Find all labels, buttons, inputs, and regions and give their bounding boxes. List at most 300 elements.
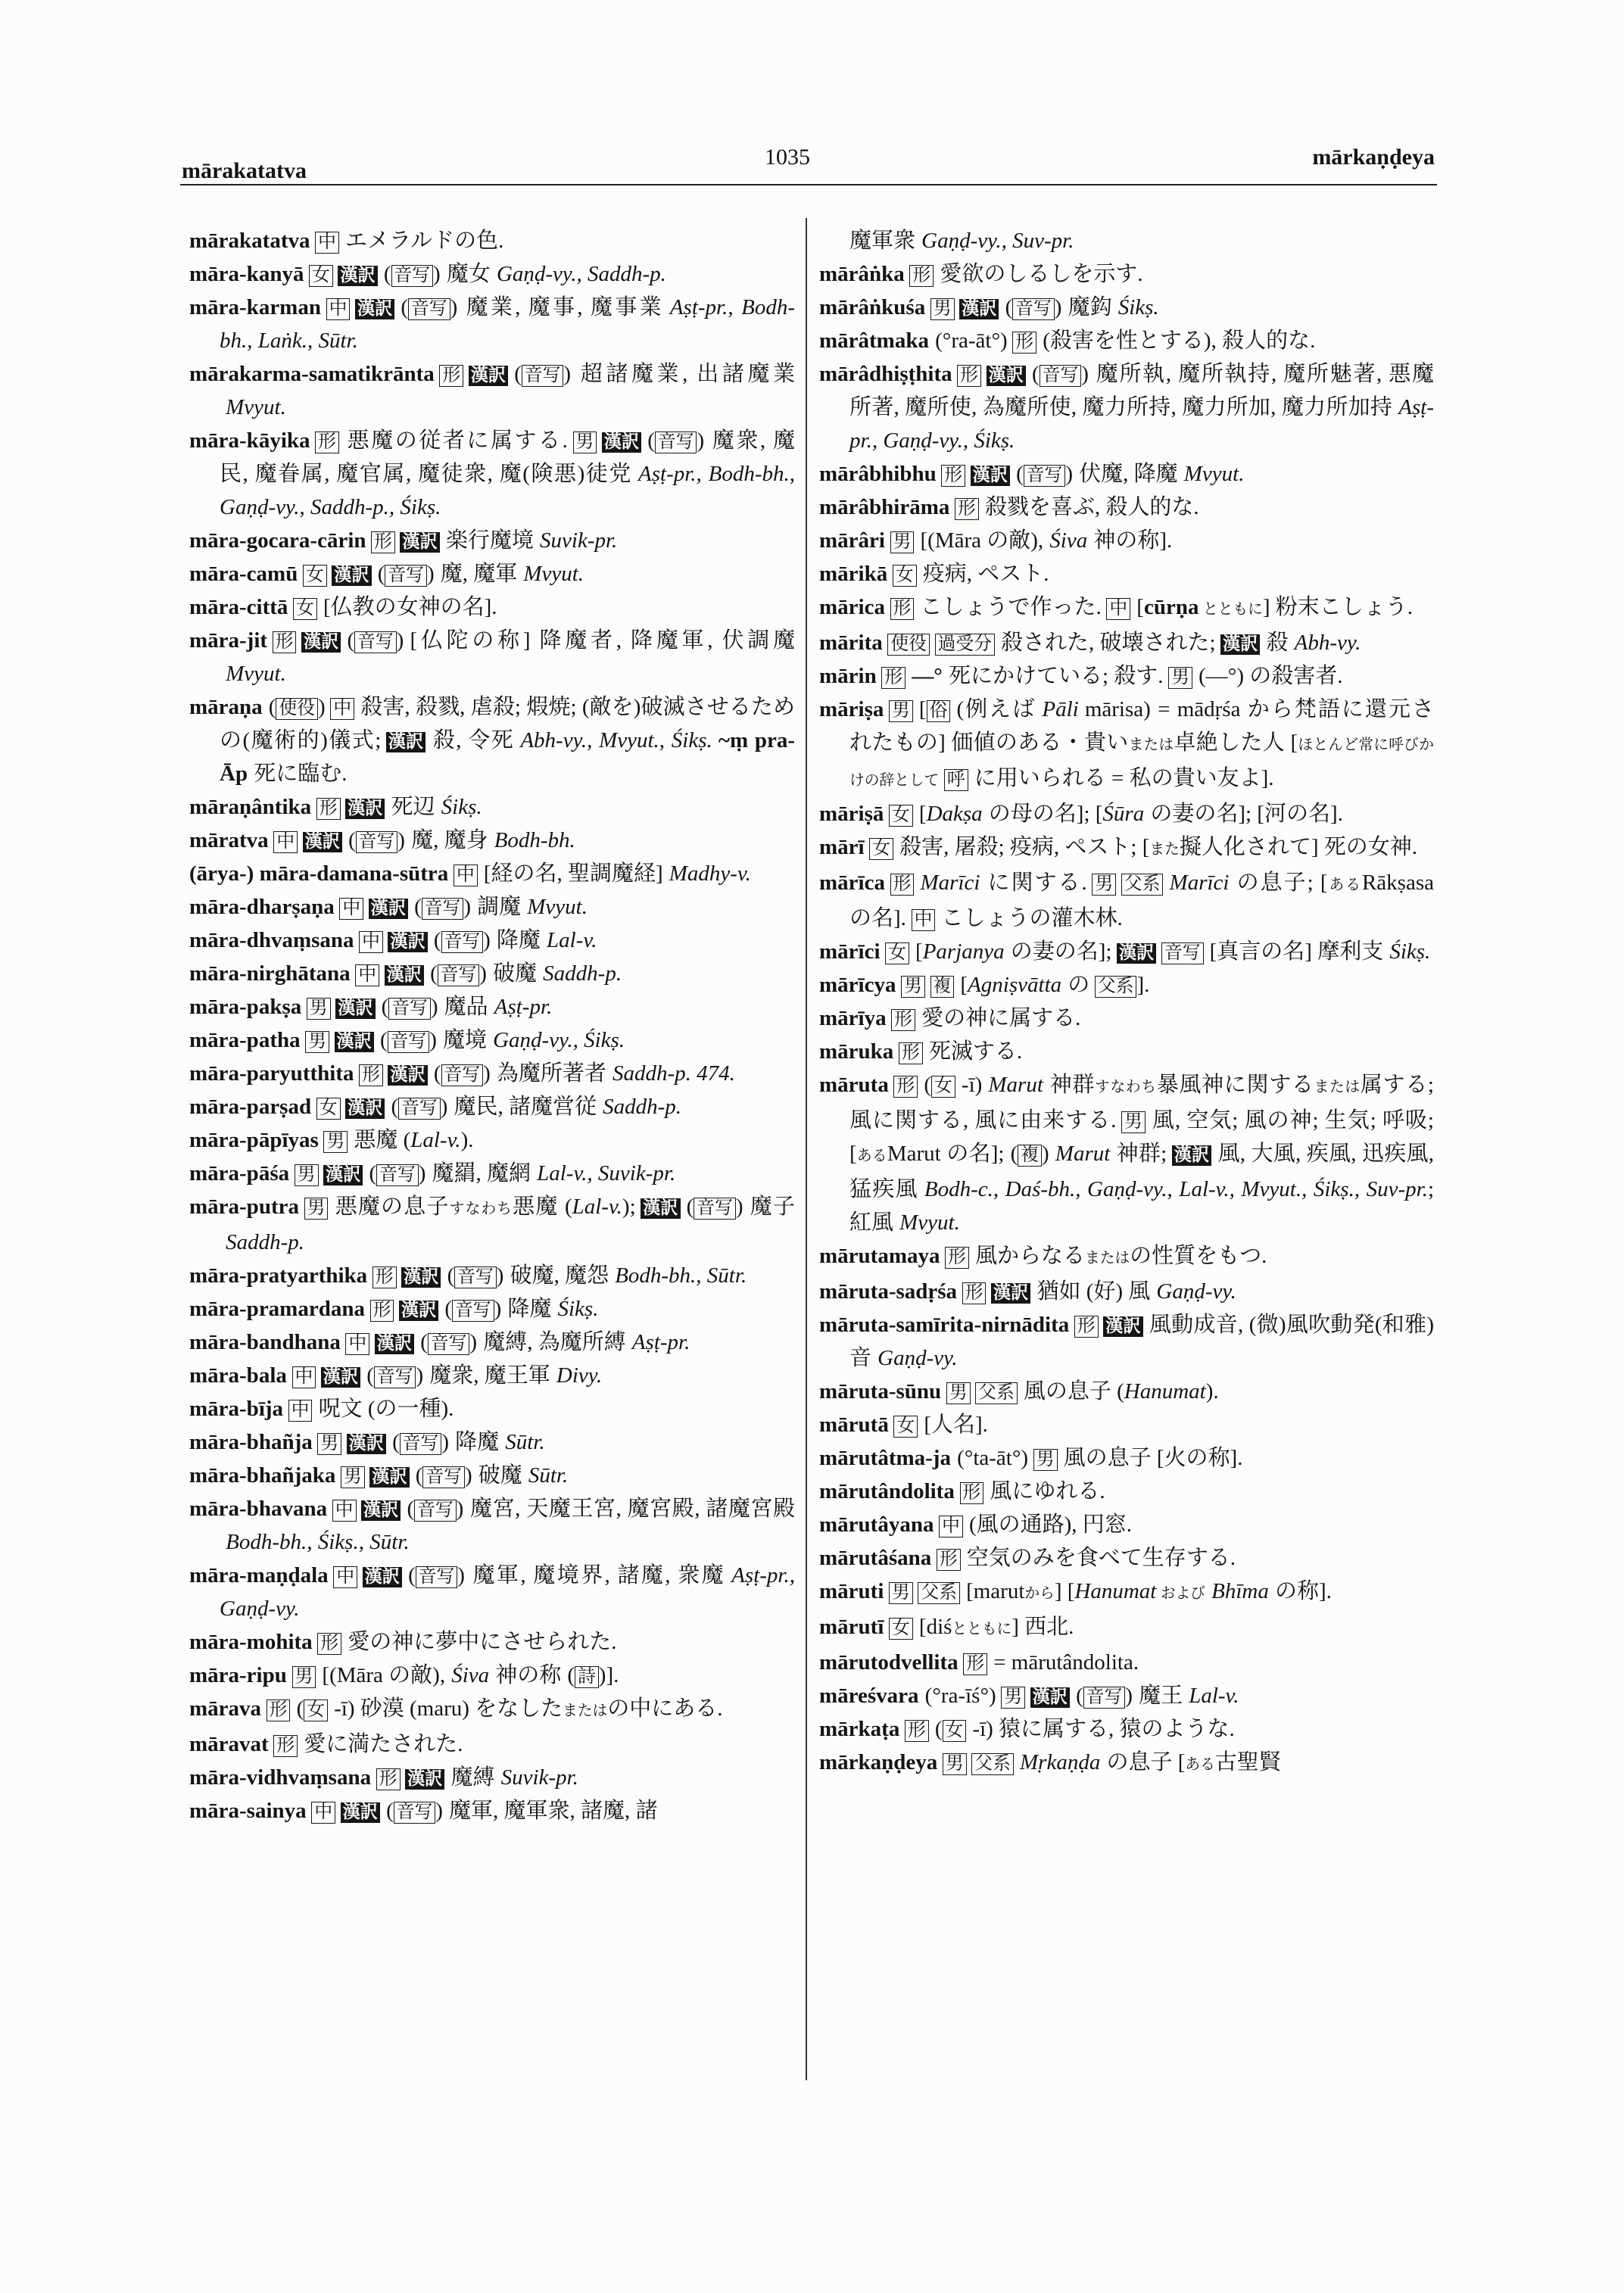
definition-text: 魔民, 諸魔営従 — [454, 1095, 597, 1119]
headword: mārkaṇḍeya — [819, 1750, 938, 1774]
source-citation: Gaṇḍ-vy., Suv-pr. — [921, 229, 1074, 253]
grammar-tag: 男 — [1168, 667, 1192, 689]
definition-text: 魔所執, 魔所執持, 魔所魅著, 悪魔所著, 魔所使, 為魔所使, 魔力所持, 魔力所加, 魔力所加持 — [849, 362, 1434, 419]
translation-tag: 漢訳 — [388, 932, 427, 952]
definition-text: の息子 [ — [1106, 1750, 1186, 1774]
translation-tag: 漢訳 — [405, 1769, 444, 1790]
grammar-tag: 形 — [891, 1009, 915, 1031]
header-last-entry: mārkaṇḍeya — [1312, 145, 1435, 170]
source-citation: Śūra — [1102, 802, 1145, 826]
definition-text: 破魔, 魔怨 — [510, 1263, 609, 1288]
translation-tag: 漢訳 — [1172, 1145, 1211, 1166]
definition-text: 空気のみを食べて生存する. — [966, 1546, 1236, 1570]
grammar-tag-paren — [382, 995, 438, 1019]
translation-tag: 漢訳 — [602, 432, 641, 453]
headword: māra-bīja — [189, 1397, 284, 1421]
grammar-tag-paren — [392, 1430, 449, 1454]
definition-text: [ — [915, 939, 923, 964]
source-citation: Gaṇḍ-vy., Śikṣ. — [493, 1028, 625, 1052]
grammar-tag: 形 — [909, 265, 934, 287]
grammar-tag: 複 — [1018, 1145, 1042, 1167]
small-note: ある — [1327, 877, 1362, 893]
source-citation: Bodh-bh. — [494, 828, 575, 852]
headword: mārâbhibhu — [819, 462, 937, 486]
entry-continuation — [819, 224, 1434, 257]
grammar-tag: 男 — [304, 1198, 329, 1220]
grammar-tag: 男 — [1092, 874, 1116, 896]
grammar-tag-paren — [386, 1799, 443, 1823]
dictionary-entry — [189, 1326, 795, 1359]
grammar-tag: 音写 — [376, 1164, 419, 1186]
dictionary-entry — [819, 968, 1434, 1002]
dictionary-entry — [819, 1441, 1434, 1475]
grammar-tag-paren — [434, 1061, 491, 1086]
grammar-tag: 使役 — [887, 634, 930, 656]
translation-tag: 漢訳 — [399, 1301, 438, 1321]
dictionary-entry — [189, 1190, 795, 1259]
headword: mārita — [819, 631, 883, 655]
grammar-tag: 中 — [939, 1516, 963, 1537]
definition-text: (°ra-īś°) — [924, 1684, 996, 1708]
source-citation: Hanumat — [1124, 1379, 1206, 1404]
headword: māruti — [819, 1579, 884, 1603]
definition-text: 降魔 — [496, 928, 541, 952]
dictionary-entry — [189, 624, 795, 690]
dictionary-entry — [819, 1308, 1434, 1375]
grammar-tag: 音写 — [408, 298, 450, 320]
definition-text: 愛欲のしるしを示す. — [940, 262, 1143, 286]
grammar-tag-paren — [447, 1263, 504, 1288]
grammar-tag: 使役 — [276, 698, 318, 720]
dictionary-entry — [819, 491, 1434, 524]
source-citation: Aṣṭ-pr. — [631, 1330, 690, 1354]
definition-text: -ī) 砂漠 (maru) をなした — [334, 1696, 563, 1721]
bold-term: —° — [912, 664, 943, 688]
headword: māruta-samīrita-nirnādita — [819, 1313, 1070, 1337]
grammar-tag: 男 — [890, 531, 915, 553]
dictionary-entry — [819, 1035, 1434, 1068]
grammar-tag: 男 — [323, 1131, 348, 1153]
source-citation: Suvik-pr. — [540, 528, 618, 553]
headword: māra-bhañjaka — [189, 1463, 336, 1488]
translation-tag: 漢訳 — [386, 732, 425, 752]
headword: māra-paryutthita — [189, 1061, 354, 1086]
source-citation: Gaṇḍ-vy. — [1156, 1279, 1236, 1304]
source-citation: Abh-vy. — [1294, 631, 1361, 655]
source-citation: Gaṇḍ-vy., Saddh-p. — [496, 262, 666, 286]
dictionary-entry — [189, 590, 795, 624]
definition-text: こしょうの灌木林. — [941, 906, 1123, 930]
grammar-tag-paren — [347, 628, 404, 653]
definition-text: ( — [296, 1696, 304, 1721]
grammar-tag: 形 — [376, 1768, 401, 1790]
definition-text: [真言の名] 摩利支 — [1209, 939, 1384, 964]
grammar-tag-paren — [647, 428, 704, 453]
grammar-tag: 男 — [317, 1433, 341, 1455]
headword: māra-putra — [189, 1195, 299, 1219]
source-citation: Śikṣ. — [1389, 939, 1431, 964]
translation-tag: 漢訳 — [991, 1283, 1030, 1304]
source-citation: Abh-vy., Mvyut., Śikṣ. — [520, 728, 712, 752]
source-citation: Marīci — [920, 871, 980, 895]
source-citation: Gaṇḍ-vy. — [877, 1346, 958, 1370]
grammar-tag: 中 — [330, 698, 354, 720]
source-citation: Mvyut. — [527, 895, 588, 919]
headword: māra-gocara-cārin — [189, 528, 366, 553]
grammar-tag: 形 — [372, 1266, 397, 1288]
dictionary-entry — [189, 1023, 795, 1057]
grammar-tag: 音写 — [388, 1031, 430, 1053]
translation-tag: 漢訳 — [987, 366, 1026, 386]
dictionary-entry — [819, 1712, 1434, 1746]
grammar-tag: 形 — [359, 1064, 383, 1086]
headword: māra-ripu — [189, 1663, 287, 1687]
source-citation: Suvik-pr. — [500, 1765, 578, 1790]
grammar-tag: 音写 — [522, 365, 564, 387]
grammar-tag-paren — [1032, 362, 1089, 386]
grammar-tag: 音写 — [388, 998, 431, 1020]
small-note: すなわち — [449, 1201, 513, 1217]
dictionary-entry — [189, 1625, 795, 1659]
small-note: または — [1128, 737, 1174, 753]
translation-tag: 漢訳 — [347, 1434, 386, 1454]
definition-text: 楽行魔境 — [445, 528, 534, 553]
grammar-tag-paren — [401, 295, 457, 319]
dictionary-entry — [819, 457, 1434, 491]
grammar-tag: 男 — [946, 1382, 971, 1404]
definition-text: ). — [460, 1128, 474, 1152]
headword: māra-pramardana — [189, 1297, 365, 1321]
headword: māra-bhavana — [189, 1497, 328, 1521]
grammar-tag: 中 — [454, 865, 478, 886]
definition-text: 降魔 — [507, 1297, 552, 1321]
headword: mārutā — [819, 1413, 889, 1437]
dictionary-entry — [819, 557, 1434, 590]
grammar-tag: 形 — [881, 667, 906, 689]
source-citation: Mṛkaṇḍa — [1020, 1750, 1101, 1774]
grammar-tag: 男 — [1033, 1449, 1058, 1471]
definition-text: 魔女 — [446, 262, 491, 286]
source-citation: Aṣṭ-pr. — [494, 995, 553, 1019]
translation-tag: 漢訳 — [401, 1267, 441, 1288]
dictionary-entry — [819, 524, 1434, 557]
translation-tag: 漢訳 — [959, 299, 999, 319]
grammar-tag: 女 — [293, 598, 317, 620]
dictionary-entry — [189, 1157, 795, 1190]
headword: mārâri — [819, 528, 885, 553]
definition-text: 魔, 魔軍 — [440, 562, 518, 586]
dictionary-entry — [819, 1275, 1434, 1308]
definition-text: = mārutândolita. — [993, 1650, 1139, 1675]
header-rule — [180, 184, 1437, 185]
definition-text: ( — [924, 1073, 932, 1097]
headword: māruta — [819, 1073, 889, 1097]
definition-text: 降魔 — [455, 1430, 500, 1454]
source-citation: Divy. — [556, 1363, 603, 1388]
grammar-tag: 音写 — [422, 1466, 465, 1488]
translation-tag: 漢訳 — [345, 1098, 385, 1119]
dictionary-entry — [819, 1508, 1434, 1541]
grammar-tag: 形 — [1012, 332, 1036, 354]
headword: māra-pāpīyas — [189, 1128, 319, 1152]
grammar-tag: 音写 — [438, 964, 480, 986]
grammar-tag: 音写 — [694, 1198, 736, 1220]
definition-text: 風の息子 [火の称]. — [1063, 1446, 1243, 1470]
dictionary-entry — [189, 1259, 795, 1292]
grammar-tag: 音写 — [356, 831, 398, 853]
grammar-tag: 音写 — [385, 565, 427, 587]
headword: māra-maṇḍala — [189, 1563, 329, 1587]
source-citation: Marut — [988, 1073, 1043, 1097]
source-citation: Lal-v. — [547, 928, 597, 952]
source-citation: Mvyut. — [899, 1210, 960, 1235]
definition-text: 殺害, 屠殺; 疫病, ペスト; [ — [899, 835, 1150, 859]
headword: māruta-sūnu — [819, 1379, 942, 1404]
translation-tag: 漢訳 — [1030, 1687, 1070, 1708]
definition-text: 風の息子 ( — [1023, 1379, 1124, 1404]
grammar-tag: 音写 — [1024, 465, 1066, 487]
dictionary-entry — [819, 1646, 1434, 1679]
definition-text: ]. — [1136, 973, 1150, 997]
definition-text: 風, 空気; 風の神; 生気; 呼吸; [ — [849, 1108, 1434, 1166]
headword: māra-patha — [189, 1028, 301, 1052]
definition-text: [経の名, 聖調魔経] — [483, 861, 663, 886]
small-note: ある — [856, 1148, 887, 1164]
dictionary-entry — [189, 924, 795, 957]
definition-text: 属する; 風に関する, 風に由来する. — [849, 1073, 1434, 1132]
translation-tag: 漢訳 — [332, 565, 371, 586]
dictionary-entry — [189, 557, 795, 590]
definition-text: ). — [1205, 1379, 1219, 1404]
headword: māra-camū — [189, 562, 298, 586]
headword: mārutamaya — [819, 1244, 940, 1268]
translation-tag: 漢訳 — [345, 799, 385, 819]
definition-text: 愛の神に属する. — [921, 1006, 1081, 1030]
grammar-tag: 形 — [273, 631, 297, 653]
grammar-tag: 形 — [905, 1720, 929, 1742]
small-note: または — [1085, 1250, 1130, 1266]
definition-text: 神群; — [1116, 1142, 1167, 1166]
small-note: ほとんど常に呼びかけの辞として — [849, 737, 1434, 789]
headword: māra-pakṣa — [189, 995, 302, 1019]
definition-text: [仏陀の称] 降魔者, 降魔軍, 伏調魔 — [410, 628, 795, 653]
definition-text: 擬人化されて] 死の女神. — [1179, 835, 1417, 859]
definition-text: (°ta-āt°) — [957, 1446, 1029, 1470]
definition-text: の母の名]; [ — [988, 802, 1103, 826]
dictionary-entry — [819, 1375, 1434, 1408]
definition-text: 殺戮を喜ぶ, 殺人的な. — [984, 495, 1199, 519]
definition-text: 為魔所著者 — [496, 1061, 606, 1086]
definition-text: 破魔 — [493, 961, 538, 986]
source-citation: Bhīma — [1211, 1579, 1269, 1603]
headword: māriṣa — [819, 697, 884, 721]
grammar-tag: 形 — [945, 1247, 969, 1269]
grammar-tag: 音写 — [391, 265, 434, 287]
grammar-tag: 形 — [315, 431, 339, 453]
translation-tag: 漢訳 — [363, 1567, 402, 1587]
grammar-tag: 形 — [890, 874, 915, 896]
source-citation: Aṣṭ-pr., Bodh-bh., Gaṇḍ-vy., Saddh-p., Śikṣ. — [220, 462, 795, 519]
grammar-tag-paren — [1005, 295, 1062, 319]
definition-text: の中にある. — [607, 1696, 723, 1721]
translation-tag: 漢訳 — [971, 466, 1010, 486]
grammar-tag: 音写 — [1083, 1687, 1126, 1709]
headword: māra-dhvaṃsana — [189, 928, 354, 952]
headword: māreśvara — [819, 1684, 919, 1708]
grammar-tag: 中 — [315, 232, 339, 254]
definition-text: 呪文 (の一種). — [318, 1397, 454, 1421]
grammar-tag-paren — [687, 1195, 743, 1219]
dictionary-entry — [189, 890, 795, 924]
dictionary-entry — [819, 1610, 1434, 1646]
source-citation: Śiva — [451, 1663, 490, 1687]
definition-text: 殺, 令死 — [432, 728, 515, 752]
definition-text: [diś — [918, 1615, 952, 1639]
headword: mārikā — [819, 562, 888, 586]
definition-text: 愛に満たされた. — [304, 1732, 463, 1756]
dictionary-entry — [819, 659, 1434, 693]
translation-tag: 漢訳 — [1117, 943, 1156, 964]
definition-text: [仏教の女神の名]. — [323, 595, 497, 619]
definition-text: 死に臨む. — [254, 762, 348, 786]
source-citation: Agniṣvātta — [968, 973, 1062, 997]
grammar-tag: 音写 — [1012, 298, 1055, 320]
headword: māra-pratyarthika — [189, 1263, 368, 1288]
dictionary-entry — [189, 1692, 795, 1728]
dictionary-entry — [189, 957, 795, 990]
grammar-tag: 父系 — [971, 1753, 1014, 1775]
translation-tag: 漢訳 — [335, 1032, 374, 1052]
translation-tag: 漢訳 — [1103, 1316, 1142, 1337]
dictionary-entry — [819, 257, 1434, 291]
small-note: または — [563, 1703, 608, 1719]
translation-tag: 漢訳 — [323, 1165, 363, 1185]
definition-text: 殺害, 殺戮, 虐殺; 煆焼; (敵を)破滅させるための(魔術的)儀式; — [220, 695, 795, 752]
source-citation: Mvyut. — [226, 662, 286, 686]
headword: mārutī — [819, 1615, 884, 1639]
grammar-tag: 音写 — [1040, 365, 1082, 387]
dictionary-entry — [189, 1392, 795, 1425]
dictionary-entry — [189, 1090, 795, 1123]
grammar-tag: 男 — [901, 976, 925, 998]
grammar-tag: 俗 — [927, 700, 951, 722]
definition-text: 卓絶した人 [ — [1174, 731, 1298, 755]
grammar-tag: 呼 — [944, 769, 968, 791]
grammar-tag: 男 — [889, 700, 913, 722]
definition-text: 風にゆれる. — [990, 1479, 1105, 1503]
definition-text: 魔羂, 魔網 — [432, 1161, 531, 1185]
grammar-tag: 形 — [370, 1300, 394, 1322]
grammar-tag: 複 — [930, 976, 955, 998]
grammar-tag-paren — [1011, 1142, 1049, 1166]
grammar-tag: 女 — [893, 1416, 918, 1438]
headword: māraṇântika — [189, 795, 312, 819]
grammar-tag: 女 — [303, 565, 327, 587]
definition-text: 風からなる — [975, 1244, 1086, 1268]
grammar-tag: 女 — [869, 838, 893, 860]
grammar-tag: 中 — [288, 1400, 313, 1422]
grammar-tag: 中 — [912, 909, 936, 931]
source-citation: Madhy-v. — [669, 861, 751, 886]
headword: mārutâtma-ja — [819, 1446, 951, 1470]
translation-tag: 漢訳 — [385, 965, 424, 986]
definition-text: 悪魔 ( — [513, 1195, 572, 1219]
grammar-tag: 中 — [292, 1366, 316, 1388]
grammar-tag: 中 — [1106, 598, 1130, 620]
grammar-tag-paren — [434, 928, 491, 952]
dictionary-entry — [189, 1359, 795, 1392]
dictionary-entry — [819, 324, 1434, 357]
small-note: とともに — [952, 1621, 1012, 1637]
definition-text: 悪魔の息子 — [334, 1195, 450, 1219]
translation-tag: 漢訳 — [338, 266, 377, 286]
grammar-tag-paren — [408, 1563, 465, 1587]
definition-text: ( — [934, 1717, 943, 1741]
grammar-tag-paren — [1076, 1684, 1133, 1708]
headword: māra-bandhana — [189, 1330, 341, 1354]
definition-text: -ī) 猿に属する, 猿のような. — [972, 1717, 1235, 1741]
dictionary-entry — [189, 257, 795, 291]
translation-tag: 漢訳 — [355, 299, 394, 319]
headword: māriṣā — [819, 802, 884, 826]
headword: māraṇa — [189, 695, 263, 719]
source-citation: Sūtr. — [528, 1463, 569, 1488]
small-note: また — [1149, 841, 1180, 858]
source-citation: Mvyut. — [523, 562, 584, 586]
source-citation: Bodh-bh., Sūtr. — [615, 1263, 747, 1288]
grammar-tag: 音写 — [441, 931, 484, 953]
source-citation: Aṣṭ-pr., Gaṇḍ-vy., Śikṣ. — [849, 395, 1434, 453]
grammar-tag-paren — [430, 961, 487, 986]
headword: mārâṅka — [819, 262, 905, 286]
grammar-tag-paren — [420, 1330, 477, 1354]
definition-text: の妻の名]; — [1010, 939, 1112, 964]
translation-tag: 漢訳 — [375, 1334, 414, 1354]
dictionary-entry — [189, 1659, 795, 1692]
grammar-tag: 音写 — [416, 1566, 458, 1588]
dictionary-entry — [819, 291, 1434, 324]
grammar-tag: 形 — [316, 798, 341, 820]
source-citation: Hanumat — [1074, 1579, 1157, 1603]
grammar-tag: 女 — [893, 565, 917, 587]
headword: mārutodvellita — [819, 1650, 959, 1675]
dictionary-entry — [189, 1794, 795, 1827]
grammar-tag: 父系 — [975, 1382, 1018, 1404]
dictionary-entry — [819, 1541, 1434, 1575]
grammar-tag: 形 — [941, 465, 965, 487]
definition-text: 死滅する. — [928, 1039, 1023, 1064]
grammar-tag: 形 — [439, 365, 463, 387]
translation-tag: 漢訳 — [369, 899, 408, 919]
definition-text: こしょうで作った. — [920, 595, 1102, 619]
definition-text: 魔衆, 魔民, 魔眷属, 魔官属, 魔徒衆, 魔(険悪)徒党 — [220, 428, 795, 486]
right-column — [819, 224, 1434, 1781]
dictionary-entry — [189, 857, 795, 890]
dictionary-entry — [189, 357, 795, 424]
source-citation: Saddh-p. — [603, 1095, 682, 1119]
grammar-tag: 音写 — [354, 631, 397, 653]
source-citation: Sūtr. — [505, 1430, 545, 1454]
definition-text: (例えば — [956, 697, 1036, 721]
definition-text: エメラルドの色. — [345, 229, 504, 253]
headword: mārâtmaka — [819, 329, 929, 353]
grammar-tag: 音写 — [422, 898, 464, 920]
grammar-tag: 音写 — [398, 1098, 441, 1120]
definition-text: 魔品 — [444, 995, 488, 1019]
grammar-tag-paren — [348, 828, 405, 852]
headword: māratva — [189, 828, 269, 852]
grammar-tag: 男 — [573, 431, 597, 453]
